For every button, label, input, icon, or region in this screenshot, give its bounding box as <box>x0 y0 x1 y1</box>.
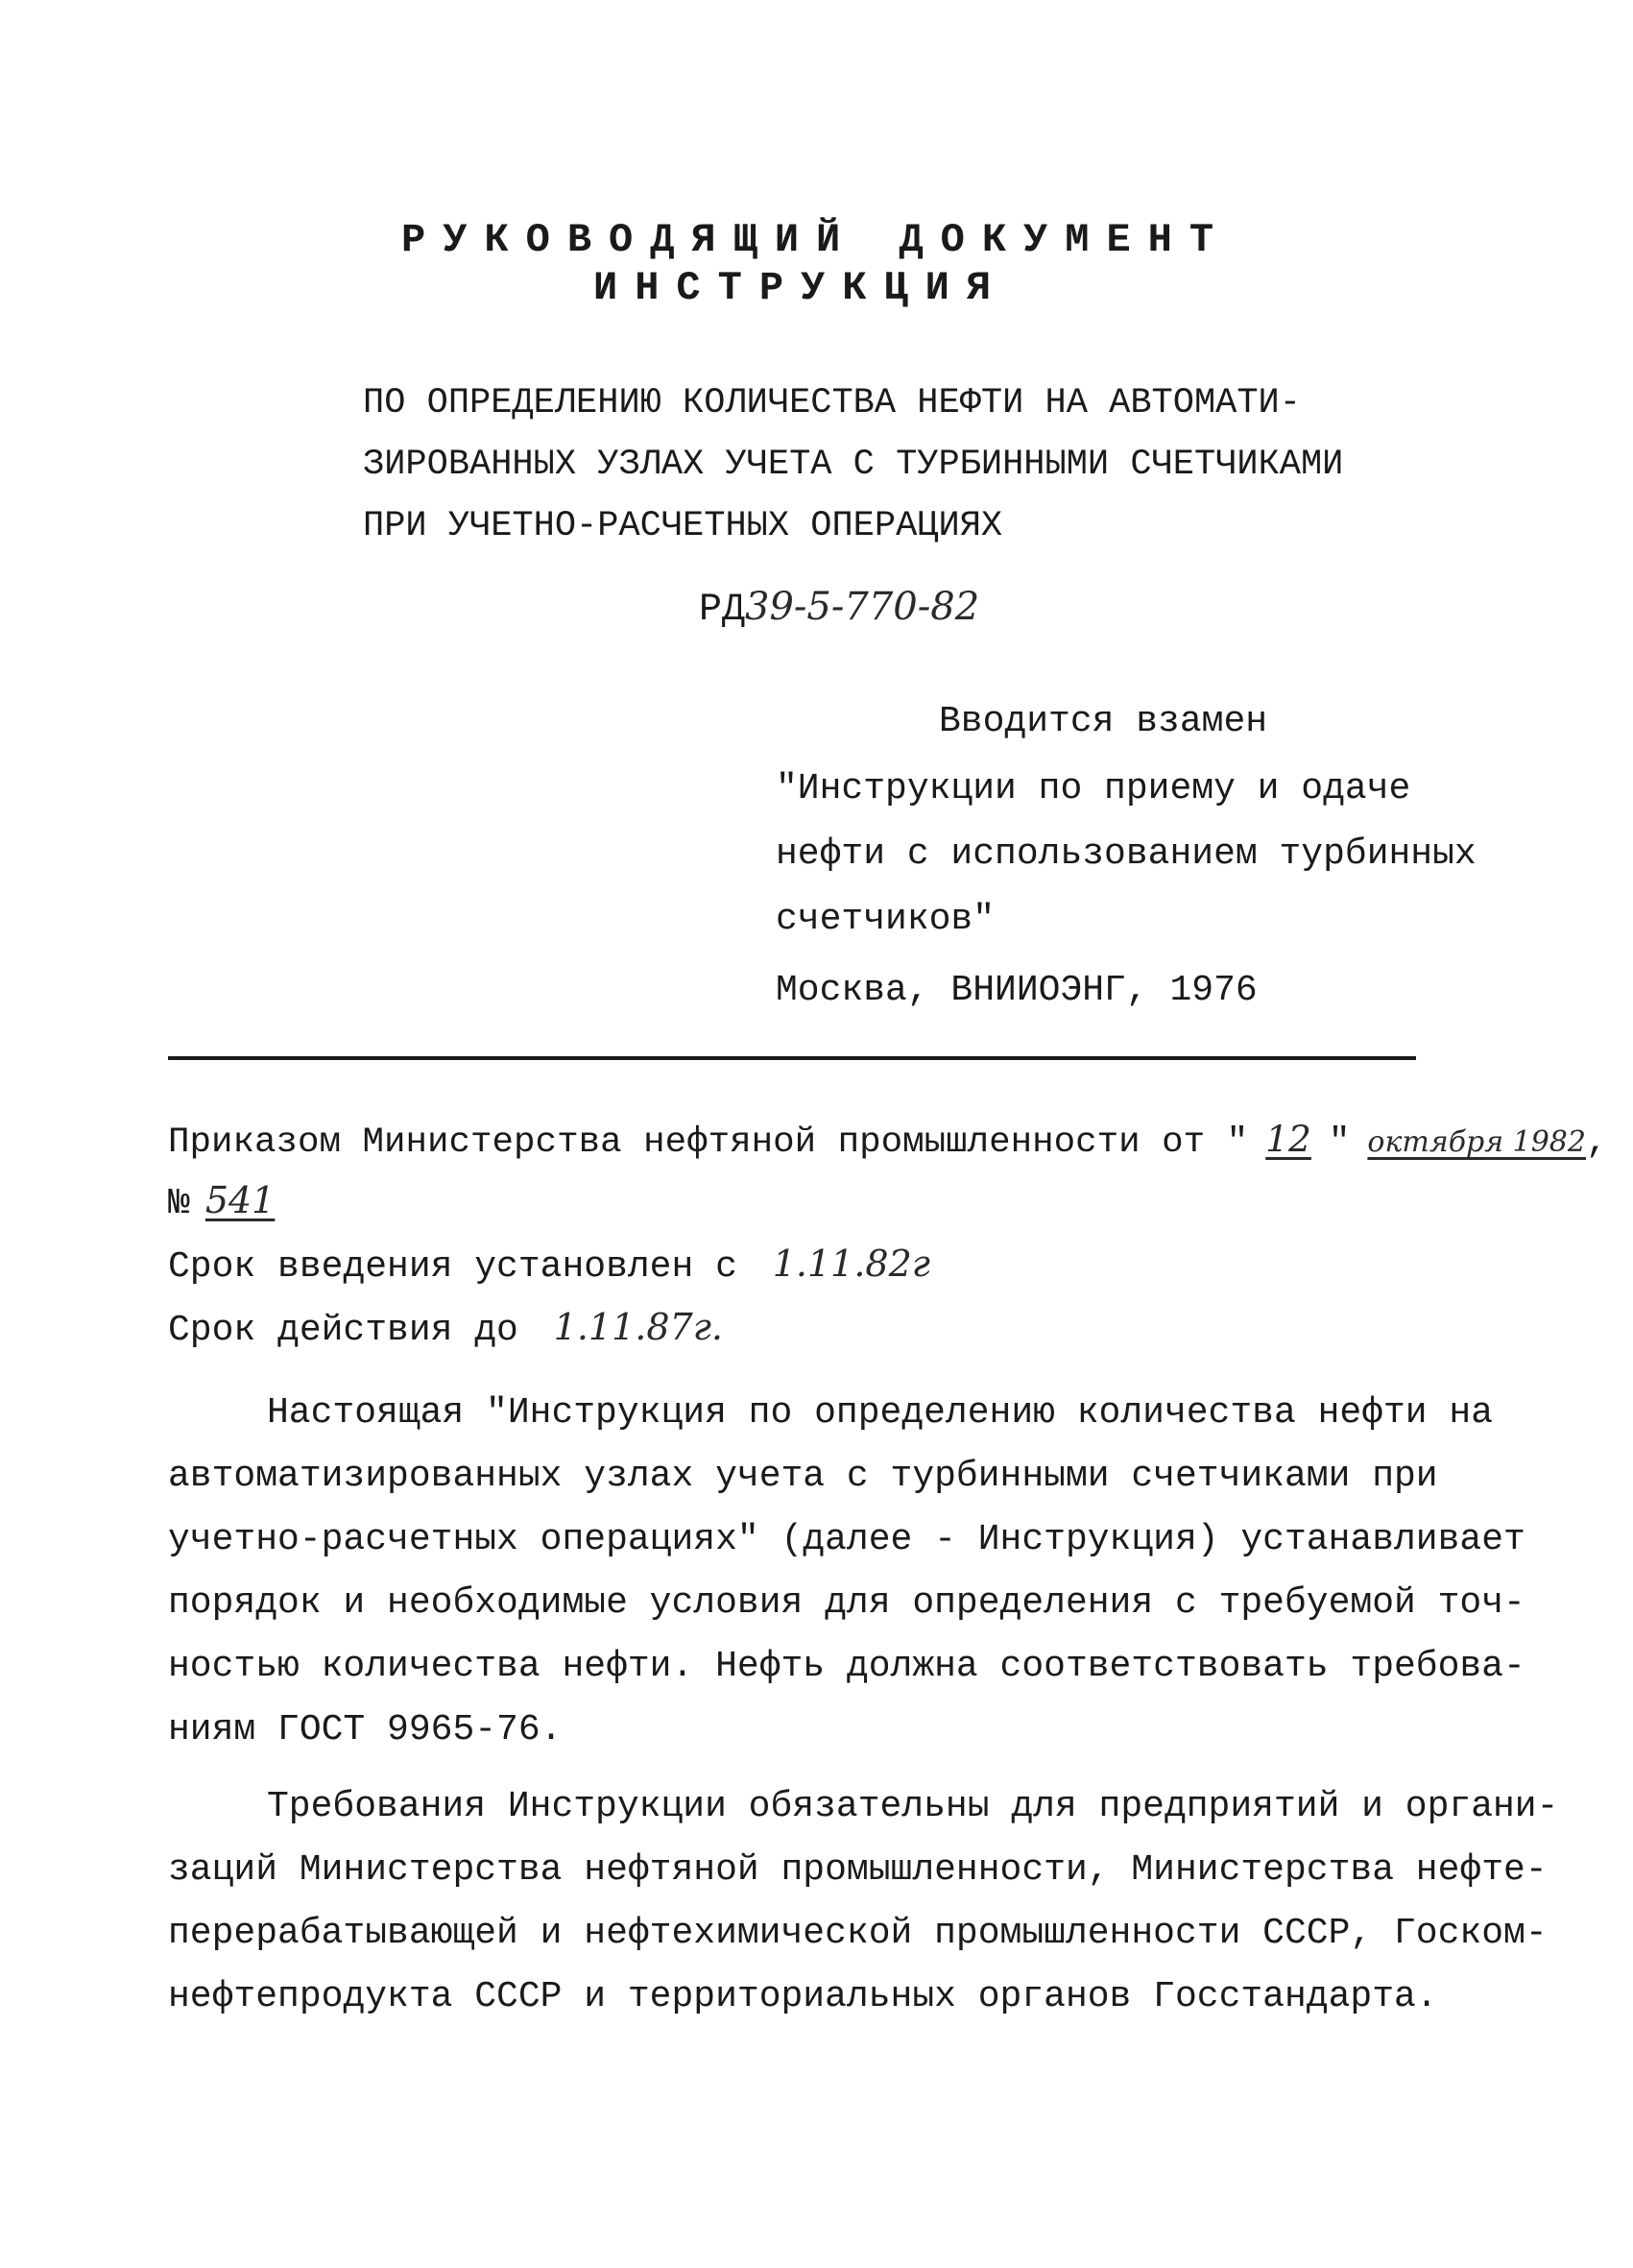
para2-line-3: перерабатывающей и нефтехимической промышленности СССР, Госком- <box>168 1913 1548 1954</box>
order-day-handwritten: 12 <box>1265 1118 1311 1160</box>
replaces-line-4: счетчиков" <box>776 899 996 940</box>
doc-number <box>699 586 979 632</box>
intro-date-label: Срок введения установлен с <box>168 1246 737 1288</box>
title-line-3: ПРИ УЧЕТНО-РАСЧЕТНЫХ ОПЕРАЦИЯХ <box>363 506 1003 546</box>
para1-line-6: ниям ГОСТ 9965-76. <box>168 1709 563 1750</box>
replaces-line-3: нефти с использованием турбинных <box>776 833 1477 875</box>
para2-line-1: Требования Инструкции обязательны для предприятий и органи- <box>267 1786 1559 1827</box>
title-line-1: ПО ОПРЕДЕЛЕНИЮ КОЛИЧЕСТВА НЕФТИ НА АВТОМАТИ- <box>363 383 1301 423</box>
divider-rule <box>168 1056 1416 1060</box>
doc-number-prefix: РД <box>699 589 746 632</box>
doc-subtype-heading: ИНСТРУКЦИЯ <box>593 265 1009 311</box>
replaces-line-2: "Инструкции по приему и одаче <box>776 768 1411 809</box>
title-line-2: ЗИРОВАННЫХ УЗЛАХ УЧЕТА С ТУРБИННЫМИ СЧЕТЧИКАМИ <box>363 445 1344 485</box>
para1-line-2: автоматизированных узлах учета с турбинными счетчиками при <box>168 1456 1438 1497</box>
doc-type-heading: РУКОВОДЯЩИЙ ДОКУМЕНТ <box>401 217 1232 263</box>
order-number-prefix: № <box>168 1183 190 1224</box>
valid-date-label: Срок действия до <box>168 1310 518 1351</box>
replaces-line-5: Москва, ВНИИОЭНГ, 1976 <box>776 970 1258 1011</box>
para1-line-4: порядок и необходимые условия для определения с требуемой точ- <box>168 1582 1525 1624</box>
intro-date-handwritten: 1.11.82г <box>772 1243 930 1285</box>
order-quote: " <box>1328 1122 1351 1163</box>
intro-date-line <box>168 1243 930 1289</box>
para1-line-5: ностью количества нефти. Нефть должна соответствовать требова- <box>168 1646 1525 1687</box>
replaces-line-1: Вводится взамен <box>939 701 1268 742</box>
para1-line-1: Настоящая "Инструкция по определению количества нефти на <box>267 1392 1494 1434</box>
para1-line-3: учетно-расчетных операциях" (далее - Инструкция) устанавливает <box>168 1519 1525 1560</box>
order-number-handwritten: 541 <box>204 1179 276 1221</box>
doc-number-handwritten: 39-5-770-82 <box>745 585 980 629</box>
para2-line-4: нефтепродукта СССР и территориальных органов Госстандарта. <box>168 1976 1438 2017</box>
order-month-handwritten: октября 1982 <box>1367 1125 1586 1159</box>
valid-date-line <box>168 1306 723 1352</box>
order-text: Приказом Министерства нефтяной промышленности от " <box>168 1122 1249 1163</box>
order-number-line <box>168 1179 300 1225</box>
para2-line-2: заций Министерства нефтяной промышленности, Министерства нефте- <box>168 1849 1548 1891</box>
order-line <box>168 1118 1608 1164</box>
valid-date-handwritten: 1.11.87г. <box>553 1306 723 1348</box>
order-end: , <box>1585 1122 1608 1163</box>
